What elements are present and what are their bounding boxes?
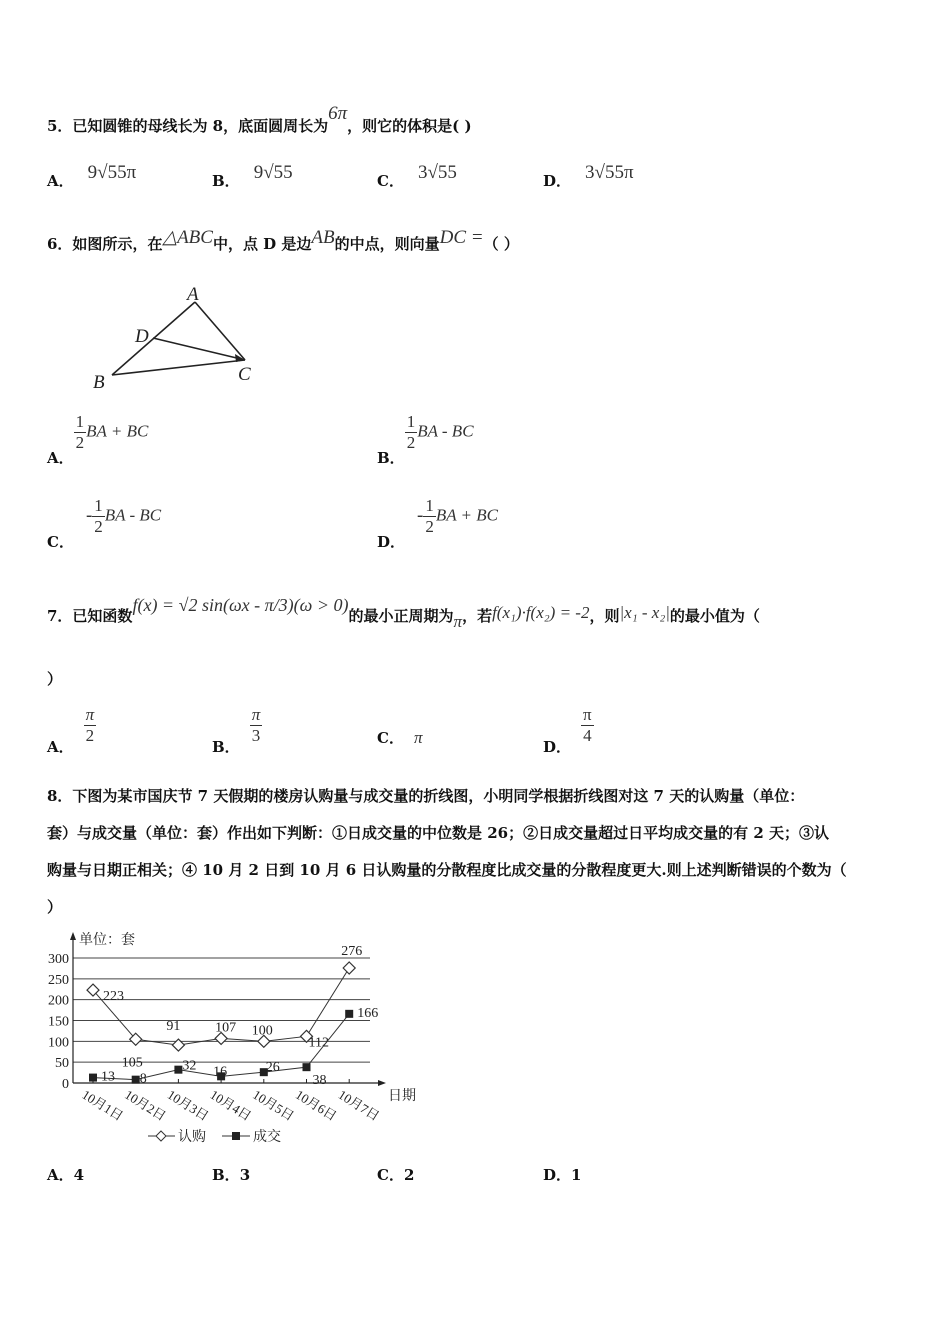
- numerator: π: [251, 705, 261, 724]
- data-label: 26: [265, 1060, 280, 1076]
- numerator: 1: [75, 412, 85, 431]
- data-label: 100: [251, 1023, 273, 1039]
- option-label: B．: [212, 172, 240, 190]
- option-expr: BA - BC: [104, 505, 162, 525]
- option-sign: -: [417, 504, 424, 526]
- y-tick-label: 150: [48, 1014, 69, 1030]
- y-tick-label: 100: [48, 1035, 69, 1051]
- option-expr: BA + BC: [435, 505, 498, 525]
- data-label: 8: [139, 1071, 147, 1087]
- option-label: C．: [377, 729, 404, 747]
- option-label: D．: [543, 172, 572, 190]
- option-value: 4: [73, 1166, 85, 1184]
- y-axis-arrow: [70, 932, 76, 940]
- numerator: 1: [94, 496, 103, 515]
- legend-marker-subscribe: [156, 1131, 166, 1141]
- q8-option-c[interactable]: [377, 1164, 414, 1185]
- denominator: 2: [85, 726, 95, 745]
- x-tick-label: 10月5日: [250, 1086, 297, 1124]
- q8-option-b[interactable]: [212, 1164, 250, 1185]
- option-label: D．: [543, 737, 572, 756]
- option-label: A．: [47, 737, 74, 756]
- q6-math: AB: [311, 227, 335, 248]
- option-value: π: [413, 728, 423, 747]
- vertex-label-d: D: [135, 326, 149, 347]
- option-label: B．: [212, 737, 240, 756]
- option-expr: BA + BC: [86, 421, 149, 441]
- option-value: 3: [239, 1166, 251, 1184]
- denominator: 4: [583, 726, 592, 745]
- q7-math: π: [453, 612, 463, 631]
- vertex-label-b: B: [93, 372, 105, 393]
- data-point-deal: [303, 1063, 311, 1071]
- option-value: 9√55π: [87, 162, 137, 183]
- y-tick-label: 200: [48, 993, 69, 1009]
- q6-math: △ABC: [162, 227, 213, 248]
- option-value: 3√55: [417, 162, 457, 183]
- q8-option-a[interactable]: [47, 1164, 84, 1185]
- q6-text: 6．如图所示，在: [47, 235, 163, 253]
- data-label: 91: [166, 1019, 181, 1035]
- q7-math: |x₁ - x₂|: [619, 603, 670, 622]
- option-value: 9√55: [253, 162, 293, 183]
- option-label: A．: [47, 172, 74, 190]
- x-axis-label: 日期: [388, 1089, 416, 1104]
- q7-text: ，则: [589, 607, 620, 625]
- data-label: 16: [213, 1064, 228, 1080]
- q8-option-d[interactable]: [543, 1164, 581, 1185]
- q7-math: f(x₁)·f(x₂) = -2: [492, 603, 590, 622]
- data-label: 32: [182, 1058, 197, 1074]
- legend-label-deal: 成交: [253, 1130, 281, 1145]
- option-sign: -: [85, 504, 93, 526]
- data-label: 166: [357, 1005, 379, 1021]
- x-tick-label: 10月1日: [79, 1086, 126, 1124]
- denominator: 2: [75, 433, 85, 452]
- data-label: 223: [103, 989, 124, 1005]
- q7-text: 7．已知函数: [47, 607, 133, 625]
- numerator: 1: [425, 496, 434, 515]
- data-label: 105: [121, 1055, 143, 1071]
- option-label: B．: [377, 448, 405, 467]
- q7-stem-close: ）: [47, 670, 63, 688]
- q7-text: 的最小值为（: [669, 607, 760, 625]
- y-tick-label: 300: [48, 952, 69, 967]
- data-label: 112: [308, 1035, 329, 1051]
- data-point-deal: [89, 1074, 97, 1082]
- data-point-deal: [174, 1066, 182, 1074]
- q6-text: 的中点，则向量: [334, 235, 440, 253]
- option-label: D．: [543, 1166, 572, 1184]
- numerator: 1: [406, 412, 416, 431]
- data-point-subscribe: [343, 962, 355, 974]
- q8-stem-line: 8．下图为某市国庆节 7 天假期的楼房认购量与成交量的折线图，小明同学根据折线图对这 7 天的认购量（单位：: [47, 787, 805, 805]
- legend-marker-deal: [232, 1132, 240, 1140]
- q6-math: DC =: [439, 227, 484, 248]
- x-tick-label: 10月6日: [292, 1086, 340, 1124]
- option-value: 1: [571, 1166, 582, 1184]
- numerator: π: [583, 705, 592, 724]
- q8-stem-line: 购量与日期正相关；④ 10 月 2 日到 10 月 6 日认购量的分散程度比成交量的分散程度更大.则上述判断错误的个数为（: [47, 861, 847, 879]
- x-tick-label: 10月4日: [207, 1086, 255, 1124]
- q8-stem-line: 套）与成交量（单位：套）作出如下判断：①日成交量的中位数是 26；②日成交量超过日平均成交量的有 2 天；③认: [47, 824, 829, 842]
- option-label: A．: [47, 448, 74, 467]
- option-expr: BA - BC: [417, 421, 474, 441]
- q5-stem-text: 5．已知圆锥的母线长为 8，底面圆周长为: [47, 117, 329, 135]
- q7-text: ，若: [462, 607, 493, 625]
- y-axis-label: 单位：套: [79, 933, 135, 948]
- data-label: 107: [215, 1020, 237, 1036]
- option-label: C．: [377, 172, 404, 190]
- q5-stem-after: ，则它的体积是( ): [347, 117, 472, 135]
- option-label: C．: [47, 532, 74, 551]
- q6-text: （ ）: [483, 235, 519, 253]
- q7-text: 的最小正周期为: [348, 607, 454, 625]
- data-label: 13: [101, 1069, 115, 1085]
- denominator: 2: [425, 517, 434, 536]
- data-label: 38: [312, 1073, 327, 1089]
- denominator: 2: [94, 517, 103, 536]
- vertex-label-c: C: [238, 364, 251, 385]
- data-label: 276: [341, 944, 363, 959]
- q5-math: 6π: [328, 103, 348, 124]
- q7-math-function: f(x) = √2 sin(ωx - π/3)(ω > 0): [132, 595, 349, 615]
- y-tick-label: 250: [48, 972, 69, 988]
- option-label: B．: [212, 1166, 240, 1184]
- x-tick-label: 10月7日: [335, 1086, 383, 1124]
- denominator: 3: [251, 726, 261, 745]
- option-value: 3√55π: [585, 162, 634, 183]
- x-axis-arrow: [378, 1080, 386, 1086]
- denominator: 2: [406, 433, 416, 452]
- option-label: C．: [377, 1166, 404, 1184]
- x-tick-label: 10月3日: [164, 1086, 212, 1124]
- q6-text: 中，点 D 是边: [212, 235, 312, 253]
- data-point-deal: [132, 1076, 140, 1084]
- y-tick-label: 50: [55, 1056, 69, 1072]
- numerator: π: [85, 705, 95, 724]
- option-label: D．: [377, 532, 406, 551]
- x-tick-label: 10月2日: [122, 1086, 169, 1124]
- vertex-label-a: A: [187, 284, 199, 305]
- y-tick-label: 0: [62, 1077, 69, 1092]
- option-value: 2: [403, 1166, 415, 1184]
- option-label: A．: [47, 1166, 74, 1184]
- legend-label-subscribe: 认购: [178, 1130, 206, 1145]
- data-point-deal: [345, 1010, 353, 1018]
- q8-stem-line: ）: [47, 898, 63, 916]
